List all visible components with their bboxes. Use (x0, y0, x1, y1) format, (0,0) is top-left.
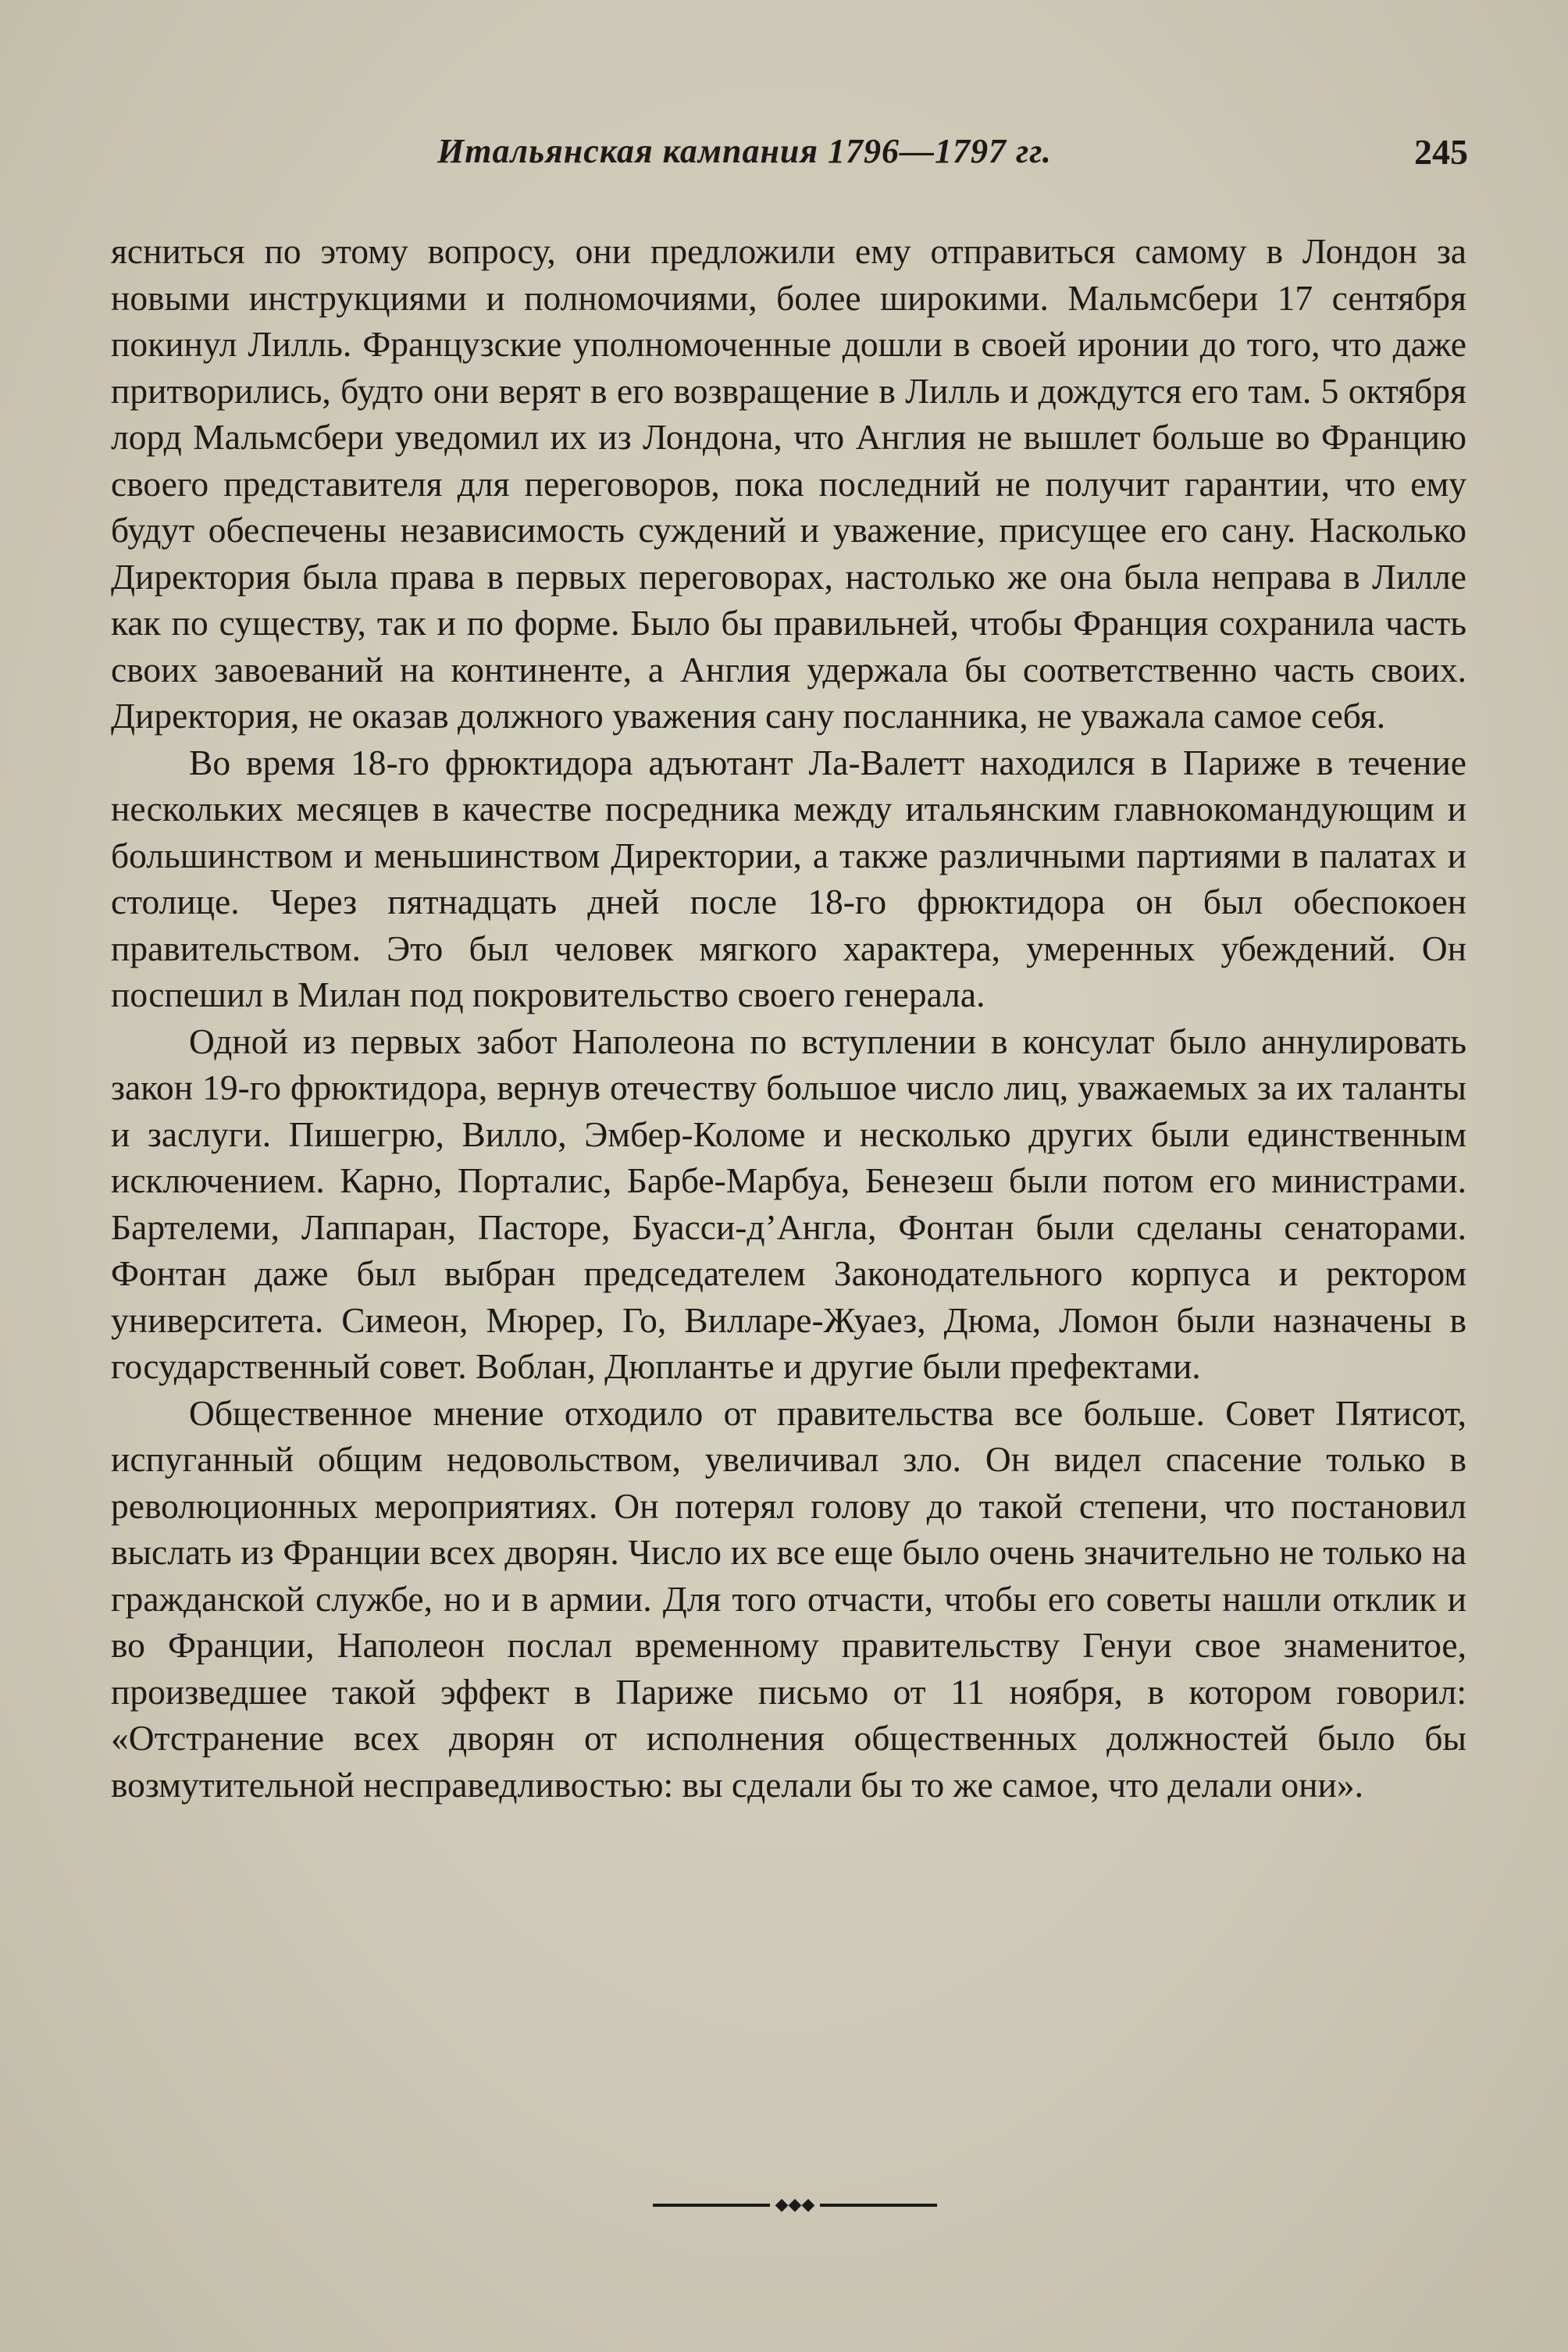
paragraph: Во время 18-го фрюктидора адъютант Ла-Валетт находился в Париже в течение нескольких месяцев в качестве посредника между итальянским главнокомандующим и большинством и меньшинством Директории, а также различными партиями в палатах и столице. Через пятнадцать дней после 18-го фрюктидора он был обеспокоен правительством. Это был человек мягкого характера, умеренных убеждений. Он поспешил в Милан под покровительство своего генерала. (111, 742, 1466, 1014)
paragraph: Общественное мнение отходило от правительства все больше. Совет Пятисот, испуганный общим недовольством, увеличивал зло. Он видел спасение только в революционных мероприятиях. Он потерял голову до такой степени, что постановил выслать из Франции всех дворян. Число их все еще было очень значительно не только на гражданской службе, но и в армии. Для того отчасти, чтобы его советы нашли отклик и во Франции, Наполеон послал временному правительству Генуи свое знаменитое, произведшее такой эффект в Париже письмо от 11 ноября, в котором говорил: «Отстранение всех дворян от исполнения общественных должностей было бы возмутительной несправедливостью: вы сделали бы то же самое, что делали они». (111, 1392, 1466, 1805)
paragraph: Одной из первых забот Наполеона по вступлении в консулат было аннулировать закон 19-го фрюктидора, вернув отечеству большое число лиц, уважаемых за их таланты и заслуги. Пишегрю, Вилло, Эмбер-Коломе и несколько других были единственным исключением. Карно, Порталис, Барбе-Марбуа, Бенезеш были потом его министрами. Бартелеми, Лаппаран, Пасторе, Буасси-д’Англа, Фонтан были сделаны сенаторами. Фонтан даже был выбран председателем Законодательного корпуса и ректором университета. Симеон, Мюрер, Го, Вилларе-Жуаез, Дюма, Ломон были назначены в государственный совет. Воблан, Дюплантье и другие были префектами. (111, 1021, 1466, 1386)
running-title: Итальянская кампания 1796—1797 гг. (437, 132, 1052, 170)
ornament-diamonds: ◆◆◆ (775, 2195, 815, 2215)
page-number: 245 (1414, 132, 1468, 172)
end-ornament (653, 2193, 937, 2216)
ornament-rule-left (653, 2204, 770, 2207)
body-text (111, 228, 1466, 1808)
page-header (109, 131, 1468, 186)
paragraph: ясниться по этому вопросу, они предложили ему отправиться самому в Лондон за новыми инструкциями и полномочиями, более широкими. Мальмсбери 17 сентября покинул Лилль. Французские уполномоченные дошли в своей иронии до того, что даже притворились, будто они верят в его возвращение в Лилль и дождутся его там. 5 октября лорд Мальмсбери уведомил их из Лондона, что Англия не вышлет больше во Францию своего представителя для переговоров, пока последний не получит гарантии, что ему будут обеспечены независимость суждений и уважение, присущее его сану. Насколько Директория была права в первых переговорах, настолько же она была неправа в Лилле как по существу, так и по форме. Было бы правильней, чтобы Франция сохранила часть своих завоеваний на континенте, а Англия удержала бы соответственно часть своих. Директория, не оказав должного уважения сану посланника, не уважала самое себя. (111, 231, 1466, 736)
ornament-rule-right (820, 2204, 937, 2207)
